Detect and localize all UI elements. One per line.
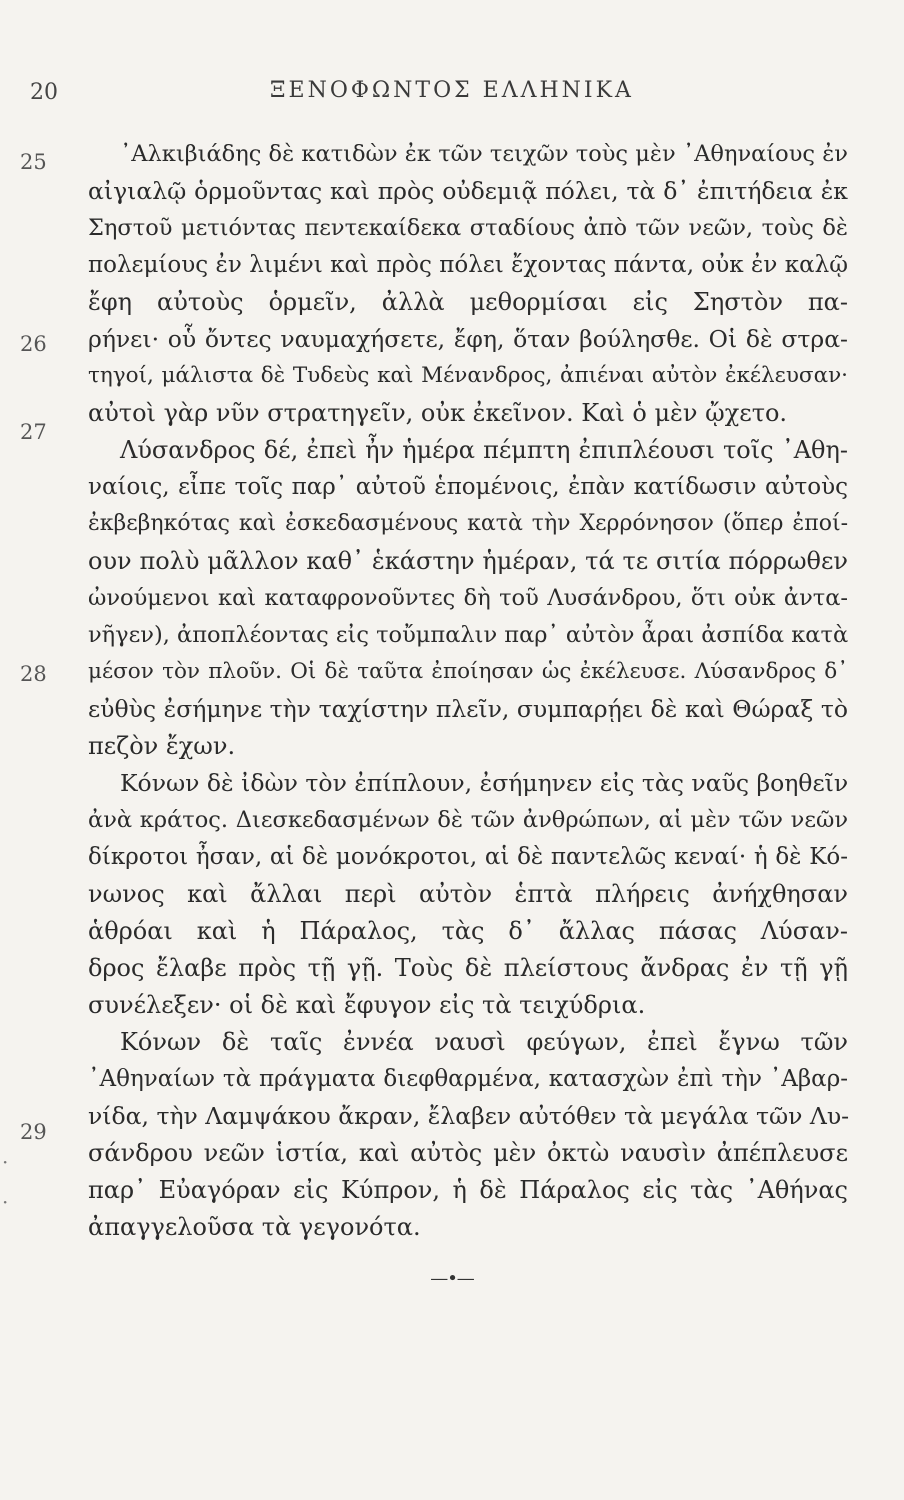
text-line-10: ναίοις, εἶπε τοῖς παρ᾿ αὐτοῦ ἑπομένοις, ἐπὰν κατίδωσιν αὐτοὺς (88, 474, 848, 500)
section-number-27: 27 (20, 420, 47, 444)
section-number-26: 26 (20, 332, 47, 356)
text-line-15: μέσον τὸν πλοῦν. Οἱ δὲ ταῦτα ἐποίησαν ὡς ἐκέλευσε. Λύσανδρος δ᾿ (88, 659, 848, 684)
end-ornament: —•— (430, 1268, 474, 1289)
text-line-30: ἀπαγγελοῦσα τὰ γεγονότα. (88, 1213, 421, 1241)
section-number-28: 28 (20, 662, 47, 686)
text-line-9: Λύσανδρος δέ, ἐπεὶ ἦν ἡμέρα πέμπτη ἐπιπλέουσι τοῖς ᾿Αθη- (120, 436, 848, 464)
text-line-1: ᾿Αλκιβιάδης δὲ κατιδὼν ἐκ τῶν τειχῶν τοὺς μὲν ᾿Αθηναίους ἐν (120, 141, 848, 167)
text-line-28: σάνδρου νεῶν ἱστία, καὶ αὐτὸς μὲν ὀκτὼ ναυσὶν ἀπέπλευσε (88, 1139, 848, 1167)
text-line-20: δίκροτοι ἦσαν, αἱ δὲ μονόκροτοι, αἱ δὲ παντελῶς κεναί· ἡ δὲ Κό- (88, 844, 848, 870)
text-line-14: νῆγεν), ἀποπλέοντας εἰς τοὔμπαλιν παρ᾿ αὐτὸν ἆραι ἀσπίδα κατὰ (88, 622, 849, 648)
binding-edge-mark: · (2, 1190, 9, 1214)
text-line-8: αὐτοὶ γὰρ νῦν στρατηγεῖν, οὐκ ἐκεῖνον. Καὶ ὁ μὲν ᾤχετο. (88, 399, 788, 427)
text-line-11: ἐκβεβηκότας καὶ ἐσκεδασμένους κατὰ τὴν Χερρόνησον (ὅπερ ἐποί- (88, 511, 848, 536)
section-number-29: 29 (20, 1120, 47, 1144)
page-number: 20 (30, 80, 58, 105)
section-number-25: 25 (20, 150, 47, 174)
text-line-23: δρος ἔλαβε πρὸς τῇ γῇ. Τοὺς δὲ πλείστους ἄνδρας ἐν τῇ γῇ (88, 954, 848, 982)
text-line-21: νωνος καὶ ἄλλαι περὶ αὐτὸν ἑπτὰ πλήρεις ἀνήχθησαν (88, 880, 848, 908)
text-line-16: εὐθὺς ἐσήμηνε τὴν ταχίστην πλεῖν, συμπαρῄει δὲ καὶ Θώραξ τὸ (88, 695, 848, 723)
text-line-29: παρ᾿ Εὐαγόραν εἰς Κύπρον, ἡ δὲ Πάραλος εἰς τὰς ᾿Αθήνας (88, 1176, 848, 1204)
text-line-18: Κόνων δὲ ἰδὼν τὸν ἐπίπλουν, ἐσήμηνεν εἰς τὰς ναῦς βοηθεῖν (120, 769, 849, 797)
text-line-7: τηγοί, μάλιστα δὲ Τυδεὺς καὶ Μένανδρος, ἀπιέναι αὐτὸν ἐκέλευσαν· (88, 363, 848, 388)
text-line-13: ὠνούμενοι καὶ καταφρονοῦντες δὴ τοῦ Λυσάνδρου, ὅτι οὐκ ἀντα- (88, 585, 848, 611)
text-line-24: συνέλεξεν· οἱ δὲ καὶ ἔφυγον εἰς τὰ τειχύδρια. (88, 991, 646, 1019)
text-line-4: πολεμίους ἐν λιμένι καὶ πρὸς πόλει ἔχοντας πάντα, οὐκ ἐν καλῷ (88, 252, 848, 278)
text-line-5: ἔφη αὐτοὺς ὁρμεῖν, ἀλλὰ μεθορμίσαι εἰς Σηστὸν πα- (88, 288, 848, 316)
text-line-17: πεζὸν ἔχων. (88, 732, 236, 760)
text-line-27: νίδα, τὴν Λαμψάκου ἄκραν, ἔλαβεν αὐτόθεν τὰ μεγάλα τῶν Λυ- (88, 1102, 850, 1130)
text-line-2: αἰγιαλῷ ὁρμοῦντας καὶ πρὸς οὐδεμιᾷ πόλει, τὰ δ᾿ ἐπιτήδεια ἐκ (88, 177, 848, 205)
text-line-22: ἁθρόαι καὶ ἡ Πάραλος, τὰς δ᾿ ἄλλας πάσας Λύσαν- (88, 917, 848, 945)
text-line-3: Σηστοῦ μετιόντας πεντεκαίδεκα σταδίους ἀπὸ τῶν νεῶν, τοὺς δὲ (88, 215, 848, 241)
running-title: ΞΕΝΟΦΩΝΤΟΣ ΕΛΛΗΝΙΚΑ (270, 78, 634, 103)
text-line-26: ᾿Αθηναίων τὰ πράγματα διεφθαρμένα, κατασχὼν ἐπὶ τὴν ᾿Αβαρ- (88, 1066, 848, 1092)
text-line-6: ρήνει· οὗ ὄντες ναυμαχήσετε, ἔφη, ὅταν βούλησθε. Οἱ δὲ στρα- (88, 325, 848, 353)
text-line-25: Κόνων δὲ ταῖς ἐννέα ναυσὶ φεύγων, ἐπεὶ ἔγνω τῶν (120, 1028, 848, 1056)
text-line-19: ἀνὰ κράτος. Διεσκεδασμένων δὲ τῶν ἀνθρώπων, αἱ μὲν τῶν νεῶν (88, 807, 848, 833)
text-line-12: ουν πολὺ μᾶλλον καθ᾿ ἑκάστην ἡμέραν, τά τε σιτία πόρρωθεν (88, 547, 848, 575)
binding-edge-mark: · (2, 1150, 9, 1174)
